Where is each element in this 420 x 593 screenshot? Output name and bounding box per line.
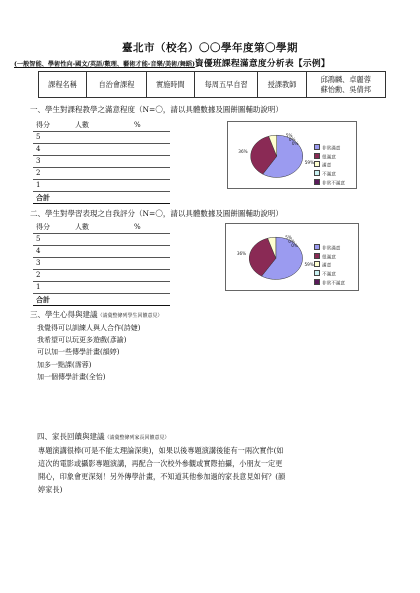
legend-item: 滿意 <box>314 161 345 170</box>
teacher-names-line2: 蘇怡勳、吳倩邦 <box>320 84 371 94</box>
pie-slice-label: 59% <box>304 159 315 165</box>
legend-item: 非常不滿意 <box>314 279 345 288</box>
list-item: 我希望可以玩更多遊戲(彥諭) <box>37 336 127 345</box>
section1-score-table <box>33 120 170 204</box>
col-count: 人數 <box>72 222 131 234</box>
pie-slice-label: 0% <box>291 141 299 147</box>
section1-pie-chart <box>227 121 357 189</box>
course-name-label: 課程名稱 <box>39 72 87 98</box>
paragraph-line: 開心，印象會更深刻！另外傳學計畫，不知道其他參加過的家長意見如何？(韻 <box>38 472 286 481</box>
pie-chart-svg <box>228 122 315 188</box>
time-label: 實施時間 <box>146 72 194 98</box>
table-row: 2 <box>33 168 170 180</box>
list-item: 我覺得可以訓練人與人合作(詩婕) <box>37 324 141 332</box>
table-row: 4 <box>33 144 170 156</box>
pie-chart-svg <box>226 224 312 290</box>
legend-item: 不滿意 <box>314 270 345 279</box>
section2-score-table <box>33 222 170 306</box>
legend-item: 非常不滿意 <box>314 179 345 188</box>
pie-legend <box>314 144 345 188</box>
table-row: 5 <box>33 234 170 246</box>
table-row: 1 <box>33 282 170 294</box>
section3-heading: 三、學生心得與建議（請彙整條列學生回饋意見） <box>30 310 163 319</box>
list-item: 加多一點課(霈蓉) <box>37 360 92 369</box>
teacher-value <box>306 72 385 98</box>
pie-legend <box>314 244 345 288</box>
form-name: 資優班課程滿意度分析表【示例】 <box>194 59 330 69</box>
col-score: 得分 <box>33 222 72 234</box>
section4-note: （請彙整條列家長回饋意見） <box>104 435 170 441</box>
section4-heading: 四、家長回饋與建議（請彙整條列家長回饋意見） <box>37 432 170 441</box>
table-row: 5 <box>33 132 170 144</box>
table-row: 2 <box>33 270 170 282</box>
legend-item: 非常滿意 <box>314 144 345 153</box>
legend-item: 滿意 <box>314 261 345 270</box>
table-row: 3 <box>33 156 170 168</box>
total-label: 合計 <box>33 192 72 204</box>
col-count: 人數 <box>72 120 131 132</box>
pie-slice-label: 5% <box>285 133 293 139</box>
student-feedback-list <box>37 322 140 383</box>
table-row: 4 <box>33 246 170 258</box>
page-title: 臺北市（校名）〇〇學年度第〇學期 <box>122 42 298 54</box>
table-row: 1 <box>33 180 170 192</box>
section1-heading: 一、學生對課程教學之滿意程度（N=〇，請以具體數據及圓餅圖輔助說明） <box>30 105 283 114</box>
legend-item: 非常滿意 <box>314 244 345 253</box>
pie-slice-label: 36% <box>238 148 248 154</box>
program-categories: (一般智能、學術性向-國文/英語/數理、藝術才能-音樂/美術/舞蹈) <box>14 61 195 68</box>
section3-note: （請彙整條列學生回饋意見） <box>97 313 163 319</box>
teacher-names-line1: 邱鴻麟、卓麗蓉 <box>320 74 371 84</box>
paragraph-line: 專題演講很棒(可是不能太理論深奧)，如果以後專題演講後能有一兩次實作(如 <box>38 446 284 455</box>
legend-item: 很滿意 <box>314 253 345 262</box>
section2-heading: 二、學生對學習表現之自我評分（N=〇，請以具體數據及圓餅圖輔助說明） <box>30 209 283 218</box>
table-row: 3 <box>33 258 170 270</box>
time-value: 每周五早自習 <box>194 72 258 98</box>
parent-feedback-paragraph <box>38 444 384 496</box>
pie-slice-label: 36% <box>236 250 247 256</box>
pie-slice-label: 5% <box>285 235 292 241</box>
course-info-table <box>38 71 386 98</box>
total-label: 合計 <box>33 294 72 306</box>
pie-slice-label: 0% <box>288 239 295 245</box>
page-subtitle <box>14 56 409 69</box>
legend-item: 很滿意 <box>314 153 345 162</box>
paragraph-line: 婷家長) <box>38 485 63 494</box>
col-score: 得分 <box>33 120 72 132</box>
list-item: 加一個傳學計畫(全怡) <box>37 372 106 381</box>
section2-pie-chart <box>225 223 359 291</box>
col-percent: % <box>131 222 170 234</box>
paragraph-line: 這次的電影或攝影專題演講，再配合一次校外參觀或實際拍攝，小朋友一定更 <box>38 459 283 468</box>
teacher-label: 授課教師 <box>258 72 306 98</box>
list-item: 可以加一些傳學計畫(韻婷) <box>37 348 120 357</box>
pie-slice-label: 0% <box>291 243 298 249</box>
col-percent: % <box>131 120 170 132</box>
pie-slice-label: 59% <box>304 261 314 267</box>
pie-slice-label: 0% <box>288 137 296 143</box>
course-name-value: 自治會課程 <box>87 72 147 98</box>
legend-item: 不滿意 <box>314 170 345 179</box>
